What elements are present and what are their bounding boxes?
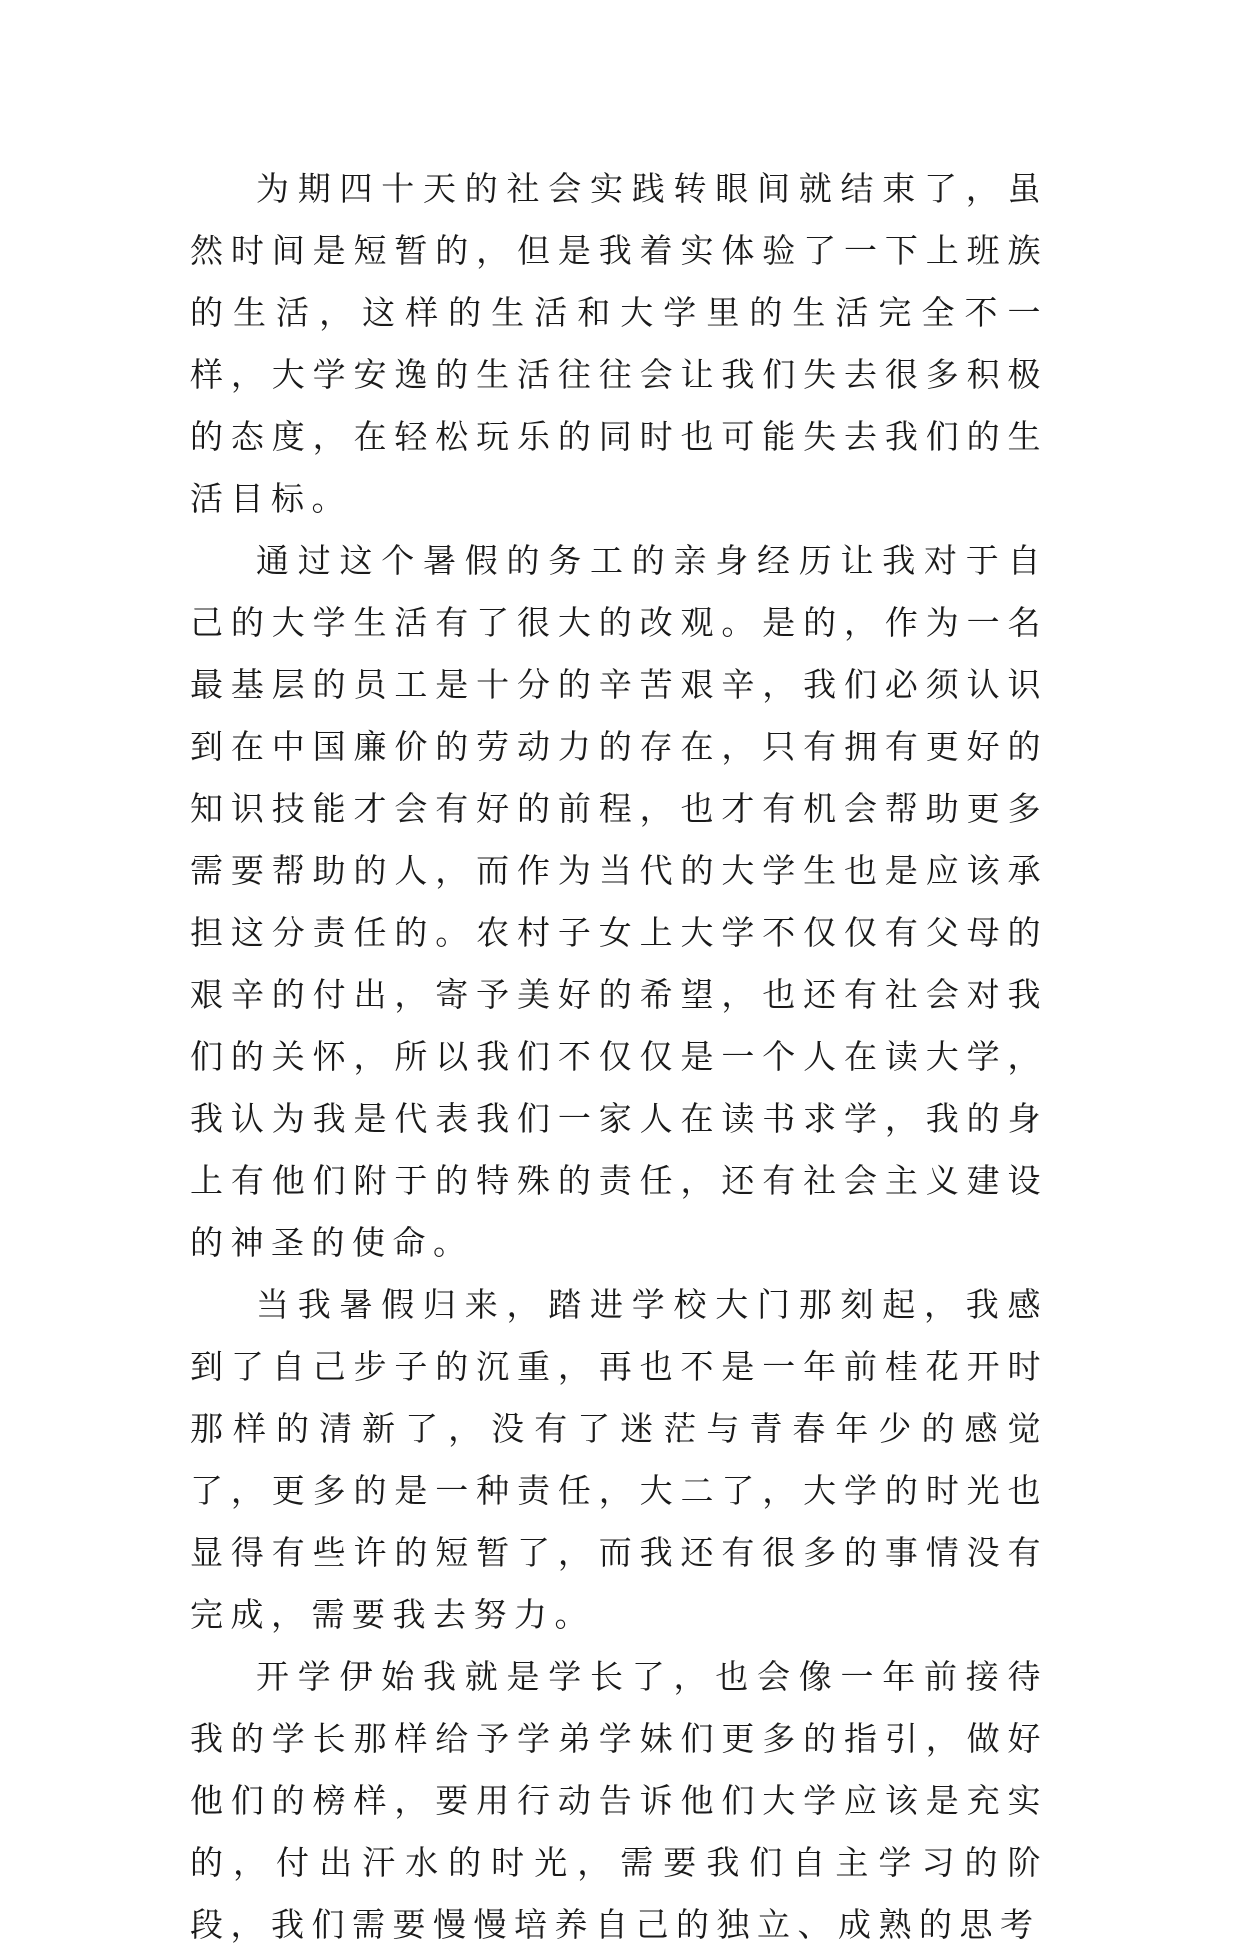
paragraph-4: 开学伊始我就是学长了，也会像一年前接待我的学长那样给予学弟学妹们更多的指引，做好他们的榜样，要用行动告诉他们大学应该是充实的，付出汗水的时光，需要我们自主学习的阶段，我们需要慢慢培养自己的独立、成熟的思考	[190, 1657, 1048, 1944]
paragraph-3: 当我暑假归来，踏进学校大门那刻起，我感到了自己步子的沉重，再也不是一年前桂花开时那样的清新了，没有了迷茫与青春年少的感觉了，更多的是一种责任，大二了，大学的时光也显得有些许的短暂了，而我还有很多的事情没有完成，需要我去努力。	[190, 1285, 1048, 1634]
document-body	[190, 158, 1048, 1956]
paragraph-1: 为期四十天的社会实践转眼间就结束了，虽然时间是短暂的，但是我着实体验了一下上班族的生活，这样的生活和大学里的生活完全不一样，大学安逸的生活往往会让我们失去很多积极的态度，在轻松玩乐的同时也可能失去我们的生活目标。	[190, 169, 1048, 518]
paragraph-2: 通过这个暑假的务工的亲身经历让我对于自己的大学生活有了很大的改观。是的，作为一名最基层的员工是十分的辛苦艰辛，我们必须认识到在中国廉价的劳动力的存在，只有拥有更好的知识技能才会有好的前程，也才有机会帮助更多需要帮助的人，而作为当代的大学生也是应该承担这分责任的。农村子女上大学不仅仅有父母的艰辛的付出，寄予美好的希望，也还有社会对我们的关怀，所以我们不仅仅是一个人在读大学，我认为我是代表我们一家人在读书求学，我的身上有他们附于的特殊的责任，还有社会主义建设的神圣的使命。	[190, 541, 1048, 1262]
